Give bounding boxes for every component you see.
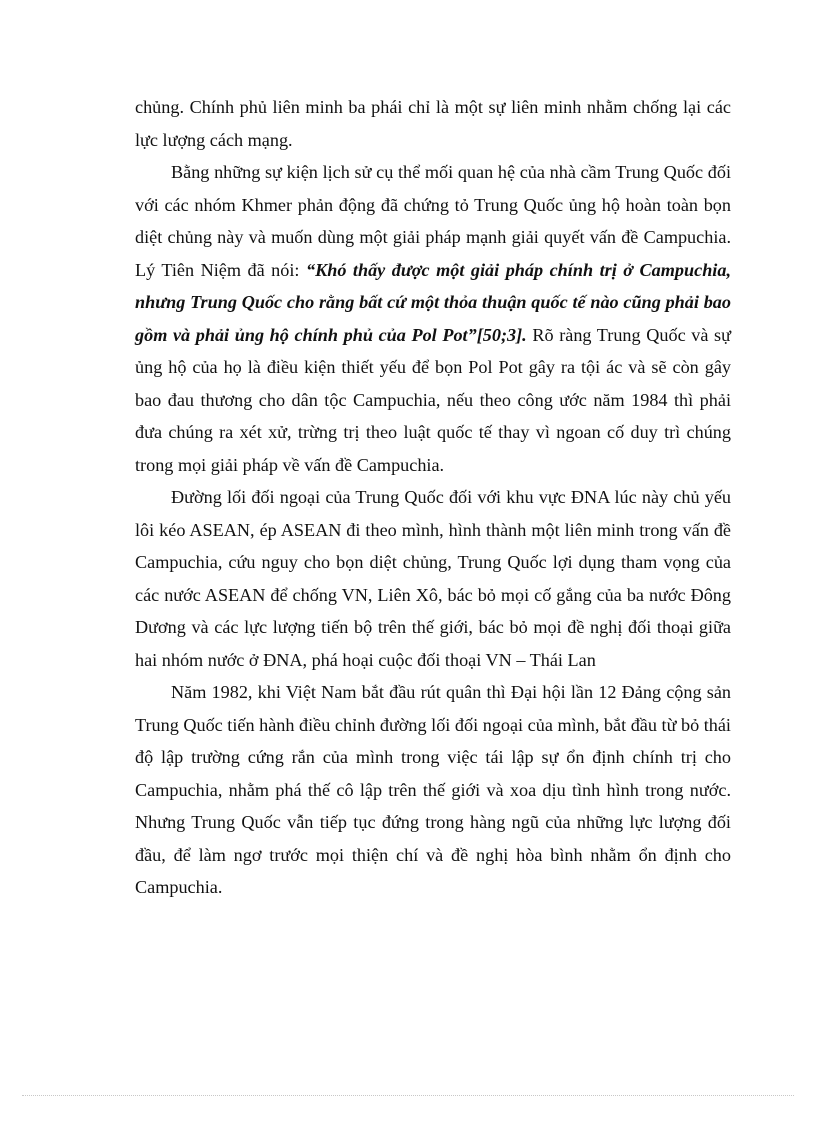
- paragraph-2-text-before-quote: Bằng những sự kiện lịch sử cụ thể mối quan hệ của nhà cầm Trung Quốc đối với các nhóm Khmer phản động đã chứng tỏ Trung Quốc ủng hộ hoàn toàn bọn diệt chủng này và muốn dùng một giải pháp mạnh giải quyết vấn đề Campuchia. Lý Tiên Niệm đã nói:: [135, 162, 731, 280]
- paragraph-4-text: Năm 1982, khi Việt Nam bắt đầu rút quân thì Đại hội lần 12 Đảng cộng sản Trung Quốc tiến hành điều chỉnh đường lối đối ngoại của mình, bắt đầu từ bỏ thái độ lập trường cứng rắn của mình trong việc tái lập sự ổn định chính trị cho Campuchia, nhằm phá thế cô lập trên thế giới và xoa dịu tình hình trong nước. Nhưng Trung Quốc vẫn tiếp tục đứng trong hàng ngũ của những lực lượng đối đầu, để làm ngơ trước mọi thiện chí và đề nghị hòa bình nhằm ổn định cho Campuchia.: [135, 682, 731, 897]
- paragraph-4: [135, 676, 731, 904]
- paragraph-2: [135, 156, 731, 481]
- paragraph-1-text: chủng. Chính phủ liên minh ba phái chỉ là một sự liên minh nhằm chống lại các lực lượng cách mạng.: [135, 97, 731, 150]
- paragraph-3-text: Đường lối đối ngoại của Trung Quốc đối với khu vực ĐNA lúc này chủ yếu lôi kéo ASEAN, ép ASEAN đi theo mình, hình thành một liên minh trong vấn đề Campuchia, cứu nguy cho bọn diệt chủng, Trung Quốc lợi dụng tham vọng của các nước ASEAN để chống VN, Liên Xô, bác bỏ mọi cố gắng của ba nước Đông Dương và các lực lượng tiến bộ trên thế giới, bác bỏ mọi đề nghị đối thoại giữa hai nhóm nước ở ĐNA, phá hoại cuộc đối thoại VN – Thái Lan: [135, 487, 731, 670]
- page-bottom-divider: [22, 1095, 794, 1096]
- paragraph-2-quote: “Khó thấy được một giải pháp chính trị ở Campuchia, nhưng Trung Quốc cho rằng bất cứ một thỏa thuận quốc tế nào cũng phải bao gồm và phải ủng hộ chính phủ của Pol Pot”[50;3].: [135, 259, 732, 345]
- paragraph-1: [135, 91, 731, 156]
- paragraph-2-text-after-quote: Rõ ràng Trung Quốc và sự ủng hộ của họ là điều kiện thiết yếu để bọn Pol Pot gây ra tội ác và sẽ còn gây bao đau thương cho dân tộc Campuchia, nếu theo công ước năm 1984 thì phải đưa chúng ra xét xử, trừng trị theo luật quốc tế thay vì ngoan cố duy trì chúng trong mọi giải pháp về vấn đề Campuchia.: [135, 324, 731, 475]
- document-body: [135, 91, 731, 904]
- paragraph-3: [135, 481, 731, 676]
